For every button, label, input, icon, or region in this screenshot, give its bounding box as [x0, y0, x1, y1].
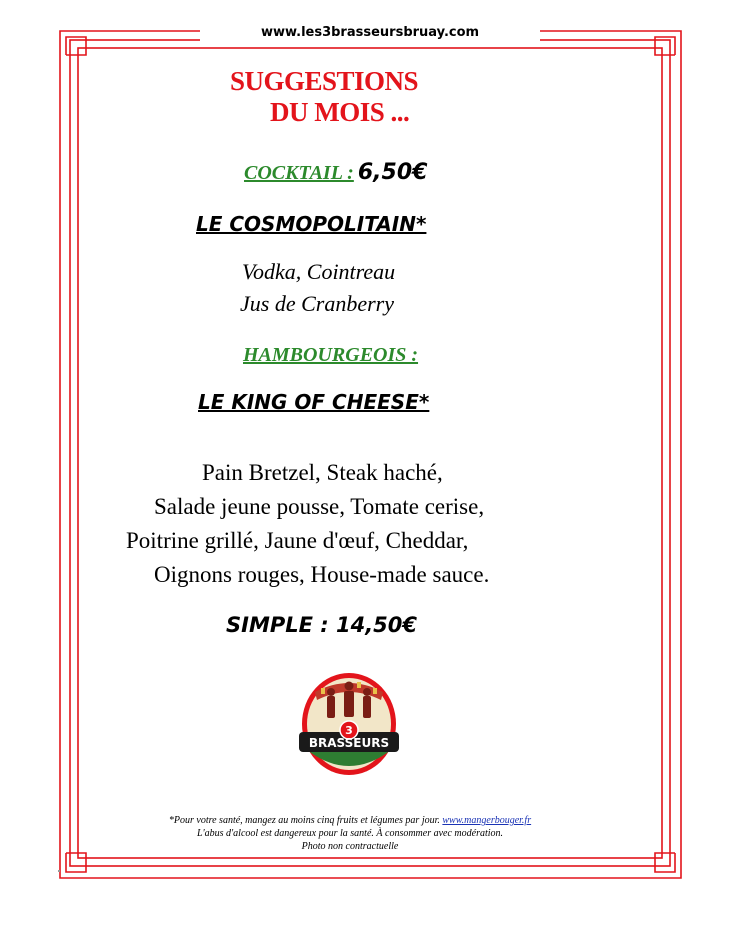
burger-description-line: Pain Bretzel, Steak haché,: [202, 460, 443, 485]
footer-line-1: [130, 814, 570, 827]
cocktail-description-line: Vodka, Cointreau: [242, 259, 396, 284]
footer-notice: [130, 814, 570, 853]
burger-description-line: Poitrine grillé, Jaune d'œuf, Cheddar,: [126, 528, 469, 553]
logo-text: BRASSEURS: [308, 736, 390, 750]
mangerbouger-link[interactable]: www.mangerbouger.fr: [442, 815, 532, 826]
burger-description-line: Salade jeune pousse, Tomate cerise,: [154, 494, 485, 519]
cocktail-header: [244, 160, 427, 185]
logo-number: 3: [345, 724, 353, 737]
burger-name: LE KING OF CHEESE*: [198, 390, 430, 414]
stray-dot: [58, 870, 60, 872]
cocktail-name: LE COSMOPOLITAIN*: [196, 212, 427, 236]
website-url: www.les3brasseursbruay.com: [200, 24, 540, 42]
footer-health-text: *Pour votre santé, mangez au moins cinq fruits et légumes par jour.: [168, 815, 440, 826]
cocktail-price: 6,50€: [357, 160, 428, 185]
cocktail-description: [180, 256, 500, 320]
burger-label: HAMBOURGEOIS :: [243, 344, 419, 366]
burger-description-line: Oignons rouges, House-made sauce.: [154, 562, 490, 587]
brasseurs-logo: [293, 670, 405, 778]
title-line-1: SUGGESTIONS: [230, 66, 419, 96]
page-title: [180, 66, 520, 128]
cocktail-label: COCKTAIL :: [244, 162, 354, 184]
burger-description: [120, 456, 580, 592]
cocktail-description-line: Jus de Cranberry: [240, 291, 394, 316]
footer-line-3: Photo non contractuelle: [301, 841, 399, 852]
footer-line-2: L'abus d'alcool est dangereux pour la santé. À consommer avec modération.: [196, 828, 504, 839]
burger-price: SIMPLE : 14,50€: [226, 613, 418, 637]
title-line-2: DU MOIS ...: [270, 97, 410, 127]
